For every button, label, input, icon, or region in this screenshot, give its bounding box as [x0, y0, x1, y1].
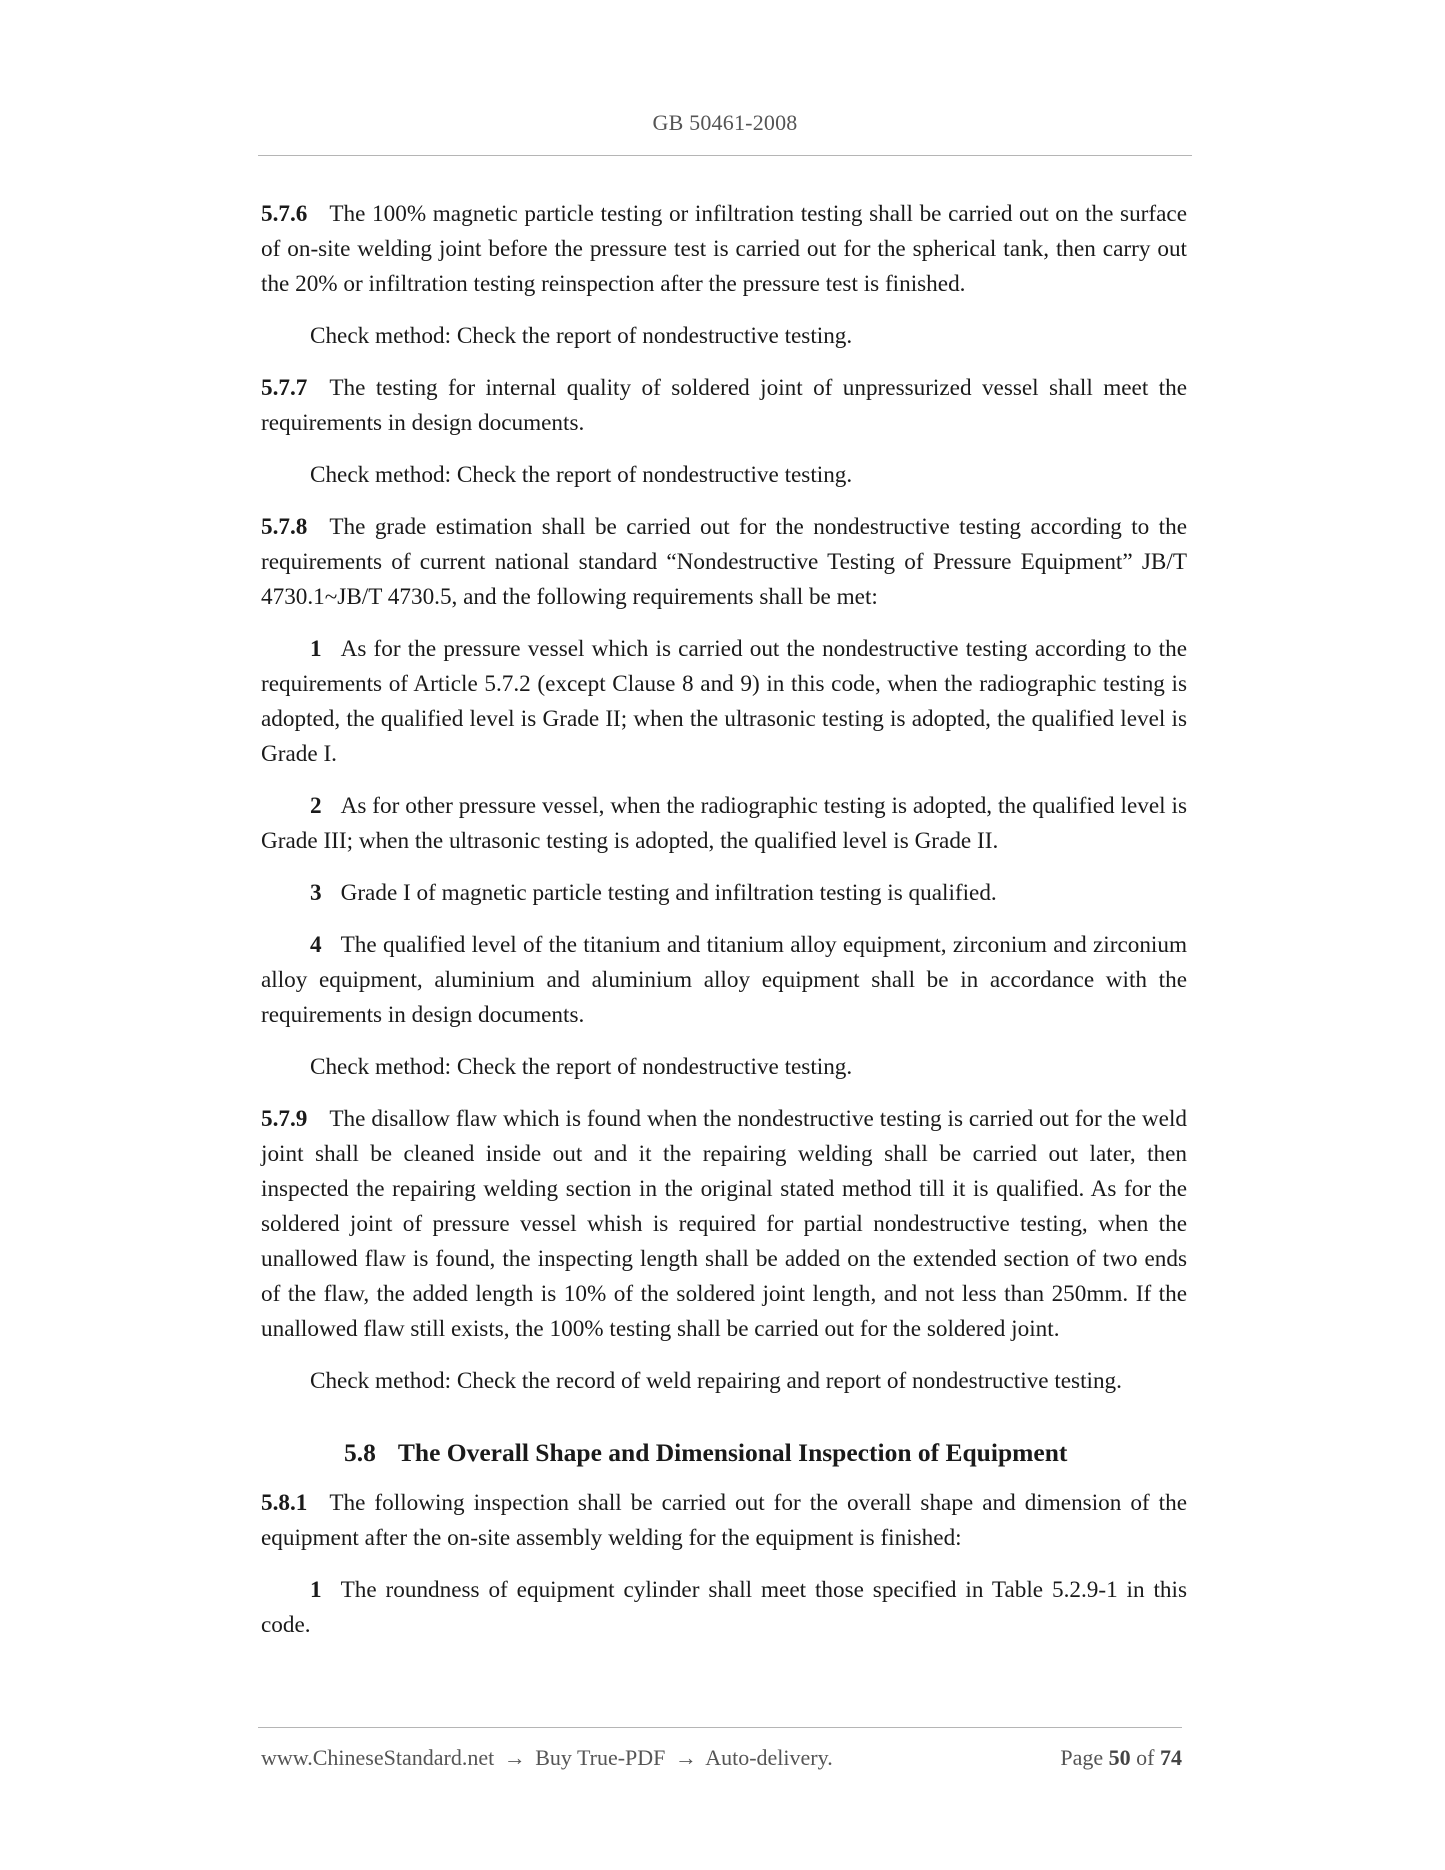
buy-pdf-link[interactable]: Buy True-PDF — [535, 1745, 666, 1770]
page-number: 50 — [1108, 1745, 1131, 1770]
clause-text: The 100% magnetic particle testing or infiltration testing shall be carried out on the surface of on-site welding joint before the pressure test is carried out for the spherical tank, then carry out the 20% or infiltration testing reinspection after the pressure test is finished. — [261, 201, 1187, 297]
clause-number: 5.8.1 — [261, 1490, 308, 1516]
item-text: As for the pressure vessel which is carried out the nondestructive testing according to the requirements of Article 5.7.2 (except Clause 8 and 9) in this code, when the radiographic testing is adopted, the qualified level is Grade II; when the ultrasonic testing is adopted, the qualified level is Grade I. — [261, 636, 1187, 767]
item-text: As for other pressure vessel, when the radiographic testing is adopted, the qualified level is Grade III; when the ultrasonic testing is adopted, the qualified level is Grade II. — [261, 793, 1187, 854]
item-text: The roundness of equipment cylinder shall meet those specified in Table 5.2.9-1 in this code. — [261, 1577, 1187, 1638]
item-number: 3 — [310, 880, 322, 906]
clause-text: The disallow flaw which is found when the nondestructive testing is carried out for the weld joint shall be cleaned inside out and it the repairing welding shall be carried out later, then inspected the repairing welding section in the original stated method till it is qualified. As for the soldered joint of pressure vessel whish is required for partial nondestructive testing, when the unallowed flaw is found, the inspecting length shall be added on the extended section of two ends of the flaw, the added length is 10% of the soldered joint length, and not less than 250mm. If the unallowed flaw still exists, the 100% testing shall be carried out for the soldered joint. — [261, 1106, 1187, 1342]
clause-number: 5.7.7 — [261, 375, 308, 401]
auto-delivery-text: Auto-delivery. — [705, 1745, 833, 1770]
item-number: 4 — [310, 932, 322, 958]
clause-5-7-7 — [261, 371, 1187, 441]
section-number: 5.8 — [344, 1438, 376, 1467]
site-link[interactable]: www.ChineseStandard.net — [261, 1745, 495, 1770]
clause-number: 5.7.8 — [261, 514, 308, 540]
section-heading — [261, 1435, 1187, 1471]
list-item — [261, 789, 1187, 859]
check-method: Check method: Check the record of weld repairing and report of nondestructive testing. — [310, 1368, 1122, 1394]
clause-text: The following inspection shall be carried out for the overall shape and dimension of the equipment after the on-site assembly welding for the equipment is finished: — [261, 1490, 1187, 1551]
footer-links — [261, 1745, 833, 1771]
page-body — [261, 197, 1187, 1660]
item-number: 2 — [310, 793, 322, 819]
page-footer — [261, 1745, 1182, 1771]
clause-5-7-9 — [261, 1102, 1187, 1347]
item-text: Grade I of magnetic particle testing and infiltration testing is qualified. — [340, 880, 997, 906]
list-item — [261, 928, 1187, 1033]
footer-divider — [258, 1727, 1182, 1728]
clause-5-8-1 — [261, 1486, 1187, 1556]
page-indicator — [1060, 1745, 1182, 1771]
clause-text: The testing for internal quality of soldered joint of unpressurized vessel shall meet the requirements in design documents. — [261, 375, 1187, 436]
list-item — [261, 632, 1187, 772]
check-method: Check method: Check the report of nondestructive testing. — [310, 462, 853, 488]
clause-5-7-6 — [261, 197, 1187, 302]
check-method: Check method: Check the report of nondestructive testing. — [310, 1054, 853, 1080]
clause-text: The grade estimation shall be carried out for the nondestructive testing according to the requirements of current national standard “Nondestructive Testing of Pressure Equipment” JB/T 4730.1~JB/T 4730.5, and the following requirements shall be met: — [261, 514, 1187, 610]
item-number: 1 — [310, 636, 322, 662]
item-number: 1 — [310, 1577, 322, 1603]
arrow-right-icon: → — [674, 1745, 697, 1770]
clause-number: 5.7.6 — [261, 201, 308, 227]
arrow-right-icon: → — [503, 1745, 526, 1770]
section-title: The Overall Shape and Dimensional Inspection of Equipment — [397, 1438, 1068, 1467]
page-header: GB 50461-2008 — [652, 110, 798, 135]
page-total: 74 — [1160, 1745, 1182, 1770]
list-item — [261, 876, 1187, 911]
header-divider — [258, 155, 1192, 156]
check-method: Check method: Check the report of nondestructive testing. — [310, 323, 853, 349]
list-item — [261, 1573, 1187, 1643]
page-label: Page — [1060, 1745, 1104, 1770]
clause-5-7-8 — [261, 510, 1187, 615]
clause-number: 5.7.9 — [261, 1106, 308, 1132]
item-text: The qualified level of the titanium and titanium alloy equipment, zirconium and zirconium alloy equipment, aluminium and aluminium alloy equipment shall be in accordance with the requirements in design documents. — [261, 932, 1187, 1028]
of-label: of — [1136, 1745, 1155, 1770]
